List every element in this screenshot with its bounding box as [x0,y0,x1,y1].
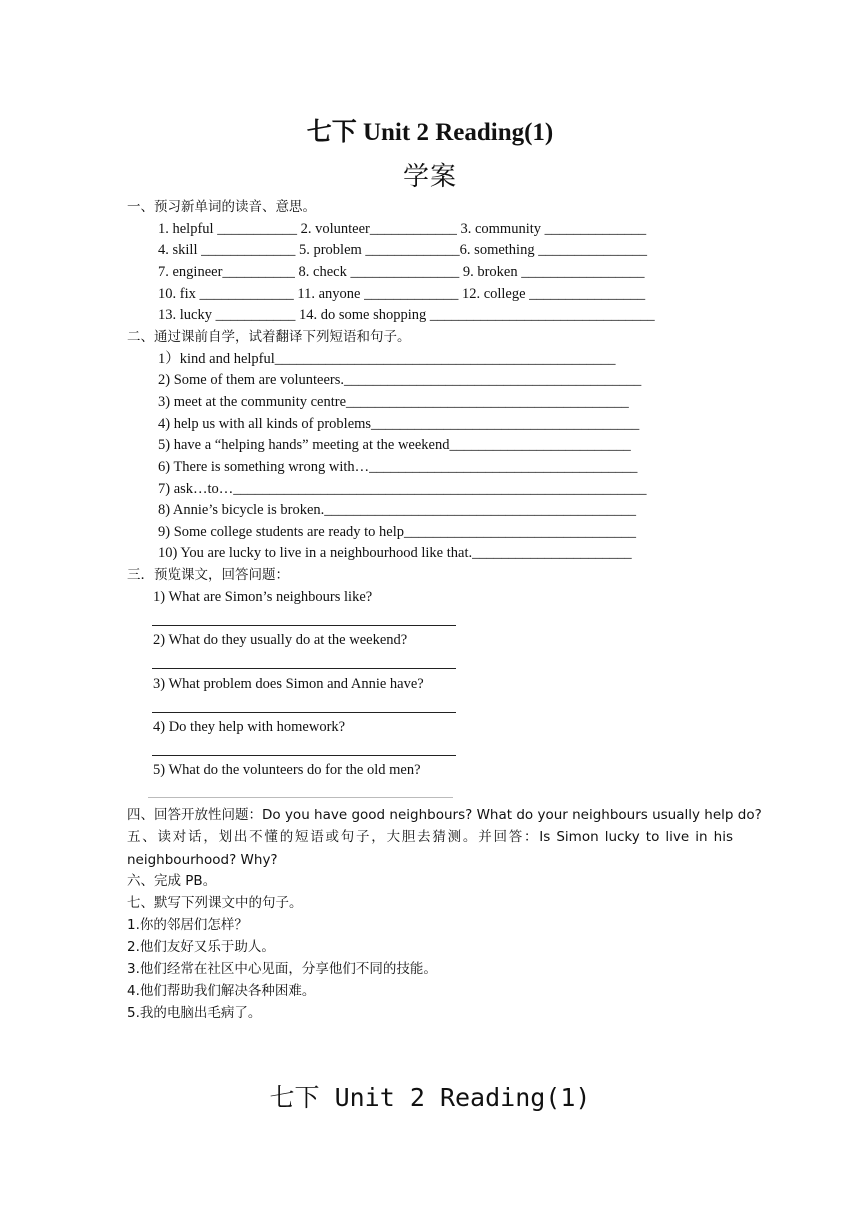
dictation-item: 3.他们经常在社区中心见面，分享他们不同的技能。 [127,961,437,977]
question-text: 2) What do they usually do at the weekend? [153,632,408,648]
section6-text: 六、完成 PB。 [127,873,217,889]
page-title: 七下 Unit 2 Reading(1) [306,119,554,146]
vocab-row: 4. skill _____________ 5. problem _____________6. something _______________ [158,242,647,258]
translate-row: 6) There is something wrong with…_____________________________________ [158,459,638,475]
footer-title: 七下 Unit 2 Reading(1) [269,1083,591,1112]
answer-line [152,625,456,626]
dictation-item: 2.他们友好又乐于助人。 [127,939,275,955]
translate-row: 3) meet at the community centre_______________________________________ [158,394,629,410]
question-text: 1) What are Simon’s neighbours like? [153,589,373,605]
question-text: 4) Do they help with homework? [153,719,346,735]
dictation-item: 1.你的邻居们怎样？ [127,917,248,933]
dictation-item: 5.我的电脑出毛病了。 [127,1005,262,1021]
section3-heading: 三．预览课文，回答问题： [127,567,289,583]
section1-heading: 一、预习新单词的读音、意思。 [127,199,316,215]
section2-heading: 二、通过课前自学，试着翻译下列短语和句子。 [127,329,411,345]
question-text: 5) What do the volunteers do for the old men? [153,762,421,778]
translate-row: 1）kind and helpful_______________________________________________ [158,351,616,367]
answer-line [148,797,453,798]
answer-line [152,668,456,669]
answer-line [152,712,456,713]
vocab-row: 13. lucky ___________ 14. do some shopping _______________________________ [158,307,655,323]
section7-heading: 七、默写下列课文中的句子。 [127,895,303,911]
vocab-row: 7. engineer__________ 8. check _______________ 9. broken _________________ [158,264,645,280]
section5-text: 五、读对话，划出不懂的短语或句子，大胆去猜测。并回答：Is Simon lucky to live in his neighbourhood? Why? [127,829,733,868]
translate-row: 4) help us with all kinds of problems_____________________________________ [158,416,640,432]
translate-row: 9) Some college students are ready to help________________________________ [158,524,637,540]
translate-row: 10) You are lucky to live in a neighbourhood like that.______________________ [158,545,632,561]
translate-row: 5) have a “helping hands” meeting at the weekend_________________________ [158,437,631,453]
section4-text: 四、回答开放性问题：Do you have good neighbours? What do your neighbours usually help do? [127,807,762,823]
page-subtitle: 学案 [402,162,457,192]
vocab-row: 1. helpful ___________ 2. volunteer____________ 3. community ______________ [158,221,647,237]
translate-row: 8) Annie’s bicycle is broken.___________________________________________ [158,502,637,518]
translate-row: 2) Some of them are volunteers._________________________________________ [158,372,642,388]
dictation-item: 4.他们帮助我们解决各种困难。 [127,983,316,999]
question-text: 3) What problem does Simon and Annie have? [153,676,424,692]
vocab-row: 10. fix _____________ 11. anyone _____________ 12. college ________________ [158,286,646,302]
answer-line [152,755,456,756]
translate-row: 7) ask…to…_________________________________________________________ [158,481,647,497]
